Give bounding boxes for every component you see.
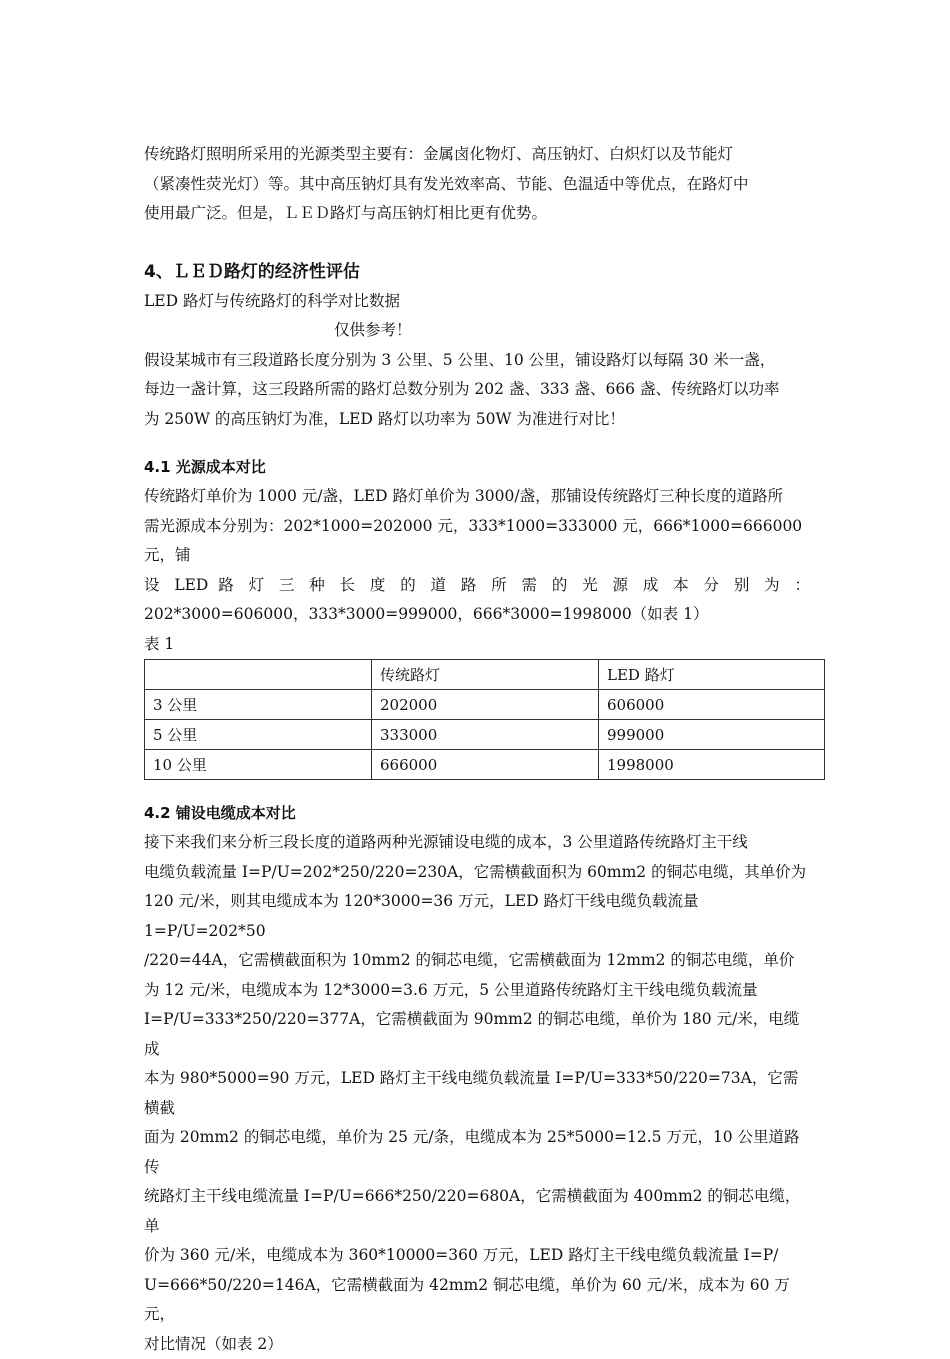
table-cell: 606000 <box>599 690 825 720</box>
section-4-1-line-3: 设 LED 路 灯 三 种 长 度 的 道 路 所 需 的 光 源 成 本 分 别 为 ： <box>144 571 810 601</box>
spacer <box>144 434 810 452</box>
section-4-2-line: U=666*50/220=146A，它需横截面为 42mm2 铜芯电缆，单价为 60 元/米，成本为 60 万元， <box>144 1271 810 1330</box>
table-cell: 10 公里 <box>145 750 372 780</box>
section-4-2-line: /220=44A，它需横截面积为 10mm2 的铜芯电缆，它需横截面为 12mm2 的铜芯电缆，单价 <box>144 946 810 976</box>
table-cell: 3 公里 <box>145 690 372 720</box>
section-4-2-heading: 4.2 铺设电缆成本对比 <box>144 798 810 828</box>
table-header-row <box>145 660 825 690</box>
section-4-1-line-2: 需光源成本分别为：202*1000=202000 元，333*1000=333000 元，666*1000=666000 元，铺 <box>144 512 810 571</box>
intro-line-2: （紧凑性荧光灯）等。其中高压钠灯具有发光效率高、节能、色温适中等优点，在路灯中 <box>144 170 810 200</box>
section-4-1-line-1: 传统路灯单价为 1000 元/盏，LED 路灯单价为 3000/盏，那铺设传统路灯三种长度的道路所 <box>144 482 810 512</box>
section-4-line-1: 假设某城市有三段道路长度分别为 3 公里、5 公里、10 公里，铺设路灯以每隔 30 米一盏， <box>144 346 810 376</box>
section-4-2-line: 120 元/米，则其电缆成本为 120*3000=36 万元，LED 路灯干线电缆负载流量 1=P/U=202*50 <box>144 887 810 946</box>
section-4-2-line: 统路灯主干线电缆流量 I=P/U=666*250/220=680A，它需横截面为 400mm2 的铜芯电缆，单 <box>144 1182 810 1241</box>
spacer <box>144 780 810 798</box>
reference-note: 仅供参考！ <box>144 316 810 346</box>
table-row <box>145 750 825 780</box>
section-4-2-line: 接下来我们来分析三段长度的道路两种光源铺设电缆的成本，3 公里道路传统路灯主干线 <box>144 828 810 858</box>
document-page <box>144 140 810 1359</box>
section-4-2-line: 本为 980*5000=90 万元，LED 路灯主干线电缆负载流量 I=P/U=333*50/220=73A，它需横截 <box>144 1064 810 1123</box>
section-4-line-3: 为 250W 的高压钠灯为准，LED 路灯以功率为 50W 为准进行对比！ <box>144 405 810 435</box>
table-cell: 333000 <box>372 720 599 750</box>
table-1-caption: 表 1 <box>144 630 810 660</box>
table-header-cell: 传统路灯 <box>372 660 599 690</box>
table-cell: 202000 <box>372 690 599 720</box>
section-4-2-line: 价为 360 元/米，电缆成本为 360*10000=360 万元，LED 路灯主干线电缆负载流量 I=P/ <box>144 1241 810 1271</box>
section-4-subtitle: LED 路灯与传统路灯的科学对比数据 <box>144 287 810 317</box>
section-4-2-last-line: 对比情况（如表 2） <box>144 1330 810 1359</box>
table-header-cell: LED 路灯 <box>599 660 825 690</box>
section-4-2-line: 为 12 元/米，电缆成本为 12*3000=3.6 万元，5 公里道路传统路灯主干线电缆负载流量 <box>144 976 810 1006</box>
table-row <box>145 720 825 750</box>
table-cell: 1998000 <box>599 750 825 780</box>
table-cell: 999000 <box>599 720 825 750</box>
intro-line-1: 传统路灯照明所采用的光源类型主要有：金属卤化物灯、高压钠灯、白炽灯以及节能灯 <box>144 140 810 170</box>
table-cell: 666000 <box>372 750 599 780</box>
section-4-2-line: 电缆负载流量 I=P/U=202*250/220=230A，它需横截面积为 60mm2 的铜芯电缆，其单价为 <box>144 858 810 888</box>
intro-line-3: 使用最广泛。但是，ＬＥＤ路灯与高压钠灯相比更有优势。 <box>144 199 810 229</box>
table-header-cell <box>145 660 372 690</box>
section-4-heading: 4、ＬＥＤ路灯的经济性评估 <box>144 257 810 287</box>
section-4-line-2: 每边一盏计算，这三段路所需的路灯总数分别为 202 盏、333 盏、666 盏、传统路灯以功率 <box>144 375 810 405</box>
section-4-2-line: I=P/U=333*250/220=377A，它需横截面为 90mm2 的铜芯电缆，单价为 180 元/米，电缆成 <box>144 1005 810 1064</box>
table-cell: 5 公里 <box>145 720 372 750</box>
section-4-1-line-4: 202*3000=606000，333*3000=999000，666*3000=1998000（如表 1） <box>144 600 810 630</box>
section-4-2-line: 面为 20mm2 的铜芯电缆，单价为 25 元/条，电缆成本为 25*5000=12.5 万元，10 公里道路传 <box>144 1123 810 1182</box>
section-4-1-heading: 4.1 光源成本对比 <box>144 452 810 482</box>
table-row <box>145 690 825 720</box>
cost-comparison-table <box>144 659 825 780</box>
